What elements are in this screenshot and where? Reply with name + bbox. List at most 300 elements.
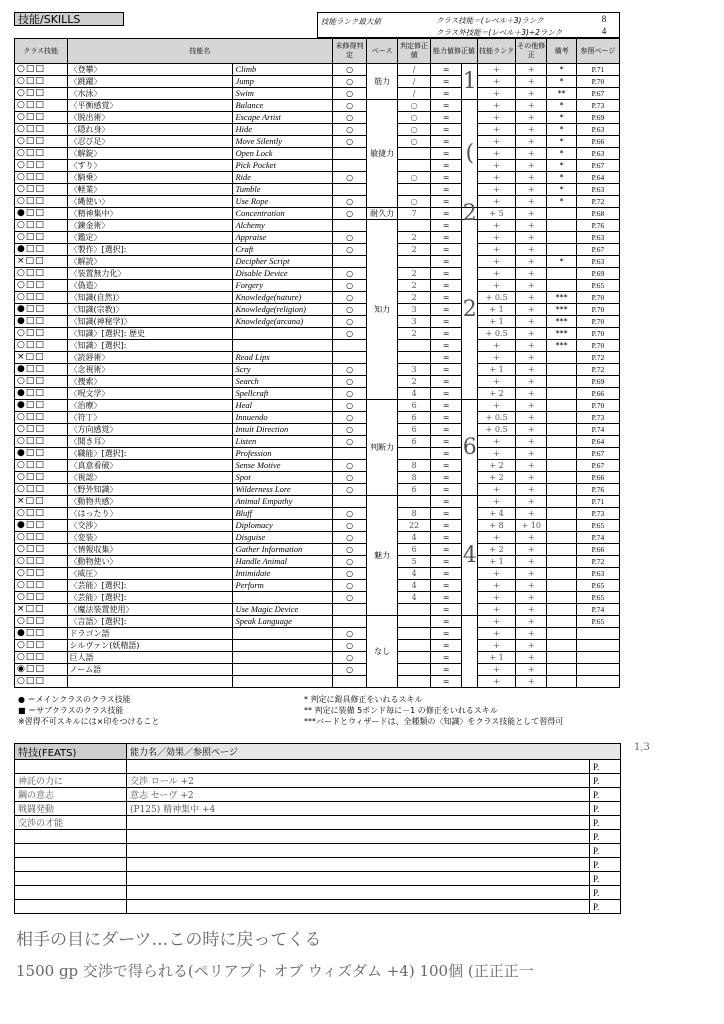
class-skill-marks: ×□□ (15, 256, 68, 268)
skill-name: 巨人語 (67, 652, 233, 664)
other-modifier (515, 64, 547, 76)
plus-sign: + (527, 377, 535, 386)
feat-page: P. (590, 760, 621, 774)
other-modifier (515, 244, 547, 256)
skill-rank (478, 532, 516, 544)
ability-label: なし (366, 616, 398, 688)
feat-effect (127, 886, 590, 900)
class-skill-marks: ○□□ (15, 376, 68, 388)
skill-name: 〈動物共感〉 (67, 496, 233, 508)
skill-note: *** (547, 328, 576, 340)
plus-sign: + (527, 137, 535, 146)
other-modifier (515, 256, 547, 268)
other-modifier (515, 520, 547, 532)
class-skill-marks: ○□□ (15, 676, 68, 688)
reference-page: P.70 (576, 316, 619, 328)
class-skill-marks: ○□□ (15, 616, 68, 628)
class-skill-marks: ○□□ (15, 532, 68, 544)
skill-english-name: Hide (233, 124, 333, 136)
plus-sign: + (527, 653, 535, 662)
plus-sign: + (493, 401, 500, 410)
feat-name (15, 830, 127, 844)
plus-sign: + (527, 605, 535, 614)
plus-sign: + (493, 593, 500, 602)
untrained-mark (333, 340, 367, 352)
check-modifier: ○ (398, 124, 431, 136)
skills-header (14, 12, 620, 38)
check-modifier: 6 (398, 400, 431, 412)
reference-page: P.66 (576, 388, 619, 400)
feat-row (15, 830, 621, 844)
untrained-mark: ○ (333, 232, 367, 244)
skill-note: *** (547, 304, 576, 316)
skill-rank (478, 592, 516, 604)
reference-page: P.66 (576, 136, 619, 148)
ability-label: 筋力 (366, 64, 398, 100)
feat-name (15, 844, 127, 858)
plus-sign: + (489, 509, 499, 518)
skill-rank (478, 352, 516, 364)
check-modifier (398, 148, 431, 160)
feat-name (15, 872, 127, 886)
plus-sign: + (527, 353, 535, 362)
check-modifier: 4 (398, 532, 431, 544)
skill-english-name: Diplomacy (233, 520, 333, 532)
skill-note: * (547, 100, 576, 112)
reference-page: P.73 (576, 100, 619, 112)
skill-row (15, 124, 620, 136)
rank-value: 8 (498, 521, 504, 530)
feat-row (15, 774, 621, 788)
skill-name: シルヴァン(妖精語) (67, 640, 233, 652)
plus-sign: + (493, 125, 500, 134)
class-skill-marks: ●□□ (15, 244, 68, 256)
skill-name: 〈方向感覚〉 (67, 424, 233, 436)
plus-sign: + (527, 629, 535, 638)
col-base: ベース (366, 39, 398, 64)
skill-row (15, 412, 620, 424)
skill-name: 〈呪文学〉 (67, 388, 233, 400)
skill-note (547, 556, 576, 568)
equals-sign: = (430, 544, 462, 556)
skill-english-name: Balance (233, 100, 333, 112)
class-skill-marks: ○□□ (15, 508, 68, 520)
feat-row (15, 802, 621, 816)
plus-sign: + (493, 533, 500, 542)
skill-english-name: Spot (233, 472, 333, 484)
other-modifier (515, 100, 547, 112)
skill-english-name (233, 628, 333, 640)
skill-rank (478, 484, 516, 496)
feat-effect (127, 816, 590, 830)
skill-row (15, 100, 620, 112)
plus-sign: + (527, 65, 535, 74)
other-modifier (515, 112, 547, 124)
plus-sign: + (493, 257, 500, 266)
check-modifier: ○ (398, 196, 431, 208)
untrained-mark: ○ (333, 388, 367, 400)
untrained-mark: ○ (333, 316, 367, 328)
feat-effect (127, 760, 590, 774)
plus-sign: + (527, 101, 535, 110)
check-modifier: ○ (398, 136, 431, 148)
reference-page: P.67 (576, 88, 619, 100)
check-modifier: 6 (398, 436, 431, 448)
skill-english-name: Craft (233, 244, 333, 256)
feat-page: P. (590, 830, 621, 844)
skill-rank (478, 376, 516, 388)
skill-english-name: Concentration (233, 208, 333, 220)
equals-sign: = (430, 604, 462, 616)
skill-name: 〈聞き耳〉 (67, 436, 233, 448)
other-modifier (515, 304, 547, 316)
equals-sign: = (430, 88, 462, 100)
skill-row (15, 244, 620, 256)
equals-sign: = (430, 304, 462, 316)
skill-row (15, 592, 620, 604)
rank-value: 1 (498, 305, 504, 314)
untrained-mark: ○ (333, 364, 367, 376)
check-modifier: 6 (398, 424, 431, 436)
other-modifier (515, 448, 547, 460)
skill-rank (478, 388, 516, 400)
feats-title: 特技(FEATS) (15, 744, 127, 760)
plus-sign: + (527, 437, 535, 446)
skill-note (547, 352, 576, 364)
skill-row (15, 676, 620, 688)
skill-row (15, 148, 620, 160)
feats-col-header: 能力名／効果／参照ページ (127, 744, 621, 760)
plus-sign: + (527, 593, 535, 602)
skill-note: * (547, 172, 576, 184)
skill-name: 〈魔法装置使用〉 (67, 604, 233, 616)
skill-name: 〈読唇術〉 (67, 352, 233, 364)
other-modifier (515, 484, 547, 496)
skill-note (547, 592, 576, 604)
skill-note (547, 448, 576, 460)
plus-sign: + (493, 161, 500, 170)
skill-note: * (547, 136, 576, 148)
reference-page: P.67 (576, 448, 619, 460)
reference-page: P.65 (576, 520, 619, 532)
skill-english-name: Wilderness Lore (233, 484, 333, 496)
skill-note (547, 268, 576, 280)
skill-english-name: Escape Artist (233, 112, 333, 124)
other-modifier (515, 196, 547, 208)
skills-legend (14, 694, 620, 728)
class-skill-marks: ○□□ (15, 568, 68, 580)
skill-rank (478, 652, 516, 664)
ability-label: 魅力 (366, 496, 398, 616)
other-modifier (515, 184, 547, 196)
class-skill-marks: ○□□ (15, 652, 68, 664)
other-modifier (515, 172, 547, 184)
feat-effect: 交渉 ロール +2 (127, 774, 590, 788)
plus-sign: + (493, 569, 500, 578)
reference-page: P.70 (576, 304, 619, 316)
plus-sign: + (527, 245, 535, 254)
skill-english-name: Knowledge(nature) (233, 292, 333, 304)
rank-value: 2 (498, 545, 504, 554)
reference-page (576, 652, 619, 664)
skill-rank (478, 616, 516, 628)
untrained-mark: ○ (333, 292, 367, 304)
untrained-mark (333, 676, 367, 688)
other-modifier (515, 328, 547, 340)
other-modifier (515, 592, 547, 604)
skill-rank (478, 340, 516, 352)
skill-name: 〈芸能〉[選択]: (67, 592, 233, 604)
class-skill-marks: ○□□ (15, 184, 68, 196)
class-skill-marks: ○□□ (15, 160, 68, 172)
skill-rank (478, 160, 516, 172)
check-modifier: 2 (398, 232, 431, 244)
skill-name: 〈軽業〉 (67, 184, 233, 196)
check-modifier: 8 (398, 460, 431, 472)
untrained-mark: ○ (333, 400, 367, 412)
handwritten-note-2: 1500 gp 交渉で得られる(ペリアプト オブ ウィズダム +4) 100個 (正正正一 (16, 962, 534, 980)
plus-sign: + (493, 665, 500, 674)
other-modifier (515, 460, 547, 472)
skill-row (15, 328, 620, 340)
equals-sign: = (430, 436, 462, 448)
feat-row (15, 858, 621, 872)
check-modifier: 2 (398, 328, 431, 340)
reference-page: P.64 (576, 436, 619, 448)
untrained-mark: ○ (333, 508, 367, 520)
skill-row (15, 136, 620, 148)
skill-note (547, 280, 576, 292)
plus-sign: + (527, 125, 535, 134)
skill-note (547, 628, 576, 640)
equals-sign: = (430, 664, 462, 676)
feat-name: 交渉の才能 (15, 816, 127, 830)
equals-sign: = (430, 412, 462, 424)
untrained-mark: ○ (333, 124, 367, 136)
reference-page: P.70 (576, 328, 619, 340)
ability-label: 判断力 (366, 400, 398, 496)
feat-page: P. (590, 774, 621, 788)
reference-page: P.72 (576, 556, 619, 568)
equals-sign: = (430, 340, 462, 352)
plus-sign: + (485, 413, 495, 422)
rank-value: 2 (498, 461, 504, 470)
skill-rank (478, 424, 516, 436)
equals-sign: = (430, 376, 462, 388)
skill-english-name: Appraise (233, 232, 333, 244)
feat-effect: 意志 セーヴ +2 (127, 788, 590, 802)
skill-name: 〈知識(自然)〉 (67, 292, 233, 304)
skill-name: 〈芸能〉[選択]: (67, 580, 233, 592)
untrained-mark: ○ (333, 268, 367, 280)
plus-sign: + (493, 197, 500, 206)
other-modifier (515, 364, 547, 376)
check-modifier: 5 (398, 556, 431, 568)
skill-rank (478, 268, 516, 280)
skill-name: 〈知識(神秘学)〉 (67, 316, 233, 328)
check-modifier (398, 184, 431, 196)
skill-english-name: Forgery (233, 280, 333, 292)
untrained-mark: ○ (333, 172, 367, 184)
equals-sign: = (430, 124, 462, 136)
other-modifier (515, 436, 547, 448)
plus-sign: + (527, 161, 535, 170)
check-modifier: 2 (398, 376, 431, 388)
plus-sign: + (527, 677, 535, 686)
class-skill-marks: ●□□ (15, 316, 68, 328)
reference-page: P.70 (576, 400, 619, 412)
skill-rank (478, 544, 516, 556)
skill-rank (478, 100, 516, 112)
other-modifier (515, 556, 547, 568)
class-skill-marks: ●□□ (15, 364, 68, 376)
plus-sign: + (527, 389, 535, 398)
corner-note: 1,3 (634, 742, 650, 753)
plus-sign: + (527, 461, 535, 470)
skill-row (15, 556, 620, 568)
rank-value: 0.5 (494, 329, 508, 338)
other-modifier (515, 76, 547, 88)
check-modifier (398, 496, 431, 508)
skill-row (15, 628, 620, 640)
skill-english-name: Tumble (233, 184, 333, 196)
untrained-mark (333, 148, 367, 160)
feat-row (15, 872, 621, 886)
equals-sign: = (430, 172, 462, 184)
skill-note: ** (547, 88, 576, 100)
rank-value: 1 (498, 317, 504, 326)
other-modifier (515, 292, 547, 304)
untrained-mark (333, 184, 367, 196)
skill-note (547, 604, 576, 616)
equals-sign: = (430, 616, 462, 628)
feat-page: P. (590, 900, 621, 914)
reference-page: P.72 (576, 364, 619, 376)
class-skill-marks: ●□□ (15, 628, 68, 640)
feat-row (15, 900, 621, 914)
max-rank-title: 技能ランク最大値 (321, 17, 381, 26)
check-modifier: / (398, 88, 431, 100)
reference-page: P.68 (576, 208, 619, 220)
equals-sign: = (430, 196, 462, 208)
skill-rank (478, 448, 516, 460)
skill-note (547, 676, 576, 688)
other-modifier (515, 280, 547, 292)
class-skill-marks: ○□□ (15, 220, 68, 232)
skill-note: * (547, 64, 576, 76)
plus-sign: + (493, 581, 500, 590)
skill-note: *** (547, 292, 576, 304)
class-skill-marks: ●□□ (15, 304, 68, 316)
skill-row (15, 196, 620, 208)
other-modifier (515, 676, 547, 688)
equals-sign: = (430, 160, 462, 172)
skill-rank (478, 88, 516, 100)
plus-sign: + (527, 557, 535, 566)
feats-header (15, 744, 621, 760)
plus-sign: + (489, 365, 499, 374)
skill-rank (478, 664, 516, 676)
check-modifier: 7 (398, 208, 431, 220)
skill-rank (478, 232, 516, 244)
plus-sign: + (493, 149, 500, 158)
max-rank-box (317, 12, 620, 38)
skill-note (547, 208, 576, 220)
reference-page: P.72 (576, 196, 619, 208)
skill-name (67, 676, 233, 688)
skill-row (15, 268, 620, 280)
skill-rank (478, 628, 516, 640)
untrained-mark: ○ (333, 100, 367, 112)
other-modifier (515, 544, 547, 556)
plus-sign: + (489, 521, 499, 530)
other-modifier (515, 628, 547, 640)
reference-page: P.73 (576, 412, 619, 424)
skill-rank (478, 112, 516, 124)
plus-sign: + (527, 533, 535, 542)
skill-row (15, 484, 620, 496)
class-skill-marks: ○□□ (15, 460, 68, 472)
skill-note (547, 484, 576, 496)
equals-sign: = (430, 592, 462, 604)
plus-sign: + (493, 221, 500, 230)
skill-row (15, 184, 620, 196)
feat-name: 神託の力に (15, 774, 127, 788)
skill-note (547, 424, 576, 436)
reference-page: P.73 (576, 508, 619, 520)
other-modifier (515, 340, 547, 352)
skill-name: 〈錬金術〉 (67, 220, 233, 232)
skill-note (547, 652, 576, 664)
skill-name: 〈偽造〉 (67, 280, 233, 292)
plus-sign: + (493, 269, 500, 278)
reference-page: P.69 (576, 268, 619, 280)
equals-sign: = (430, 628, 462, 640)
skill-english-name: Perform (233, 580, 333, 592)
ability-modifier: 1 (462, 64, 478, 100)
skill-english-name: Read Lips (233, 352, 333, 364)
untrained-mark: ○ (333, 484, 367, 496)
other-modifier (515, 160, 547, 172)
rank-value: 0.5 (494, 293, 508, 302)
skill-rank (478, 172, 516, 184)
skill-english-name (233, 664, 333, 676)
skill-english-name: Climb (233, 64, 333, 76)
equals-sign: = (430, 520, 462, 532)
skill-name: 〈交渉〉 (67, 520, 233, 532)
skill-row (15, 172, 620, 184)
ability-modifier: 4 (462, 496, 478, 616)
plus-sign: + (493, 89, 500, 98)
untrained-mark (333, 220, 367, 232)
class-skill-marks: ○□□ (15, 100, 68, 112)
col-skill-name: 技能名 (67, 39, 333, 64)
class-skill-marks: ○□□ (15, 556, 68, 568)
feat-effect (127, 830, 590, 844)
reference-page: P.65 (576, 616, 619, 628)
skill-row (15, 616, 620, 628)
skill-note: * (547, 76, 576, 88)
plus-sign: + (527, 221, 535, 230)
cross-skill-max-label: クラス外技能＝(レベル＋3)÷2ランク (436, 28, 563, 37)
untrained-mark: ○ (333, 304, 367, 316)
skill-name: 〈情報収集〉 (67, 544, 233, 556)
skill-rank (478, 280, 516, 292)
reference-page: P.66 (576, 472, 619, 484)
skill-name: 〈治療〉 (67, 400, 233, 412)
plus-sign: + (527, 257, 535, 266)
skill-rank (478, 412, 516, 424)
